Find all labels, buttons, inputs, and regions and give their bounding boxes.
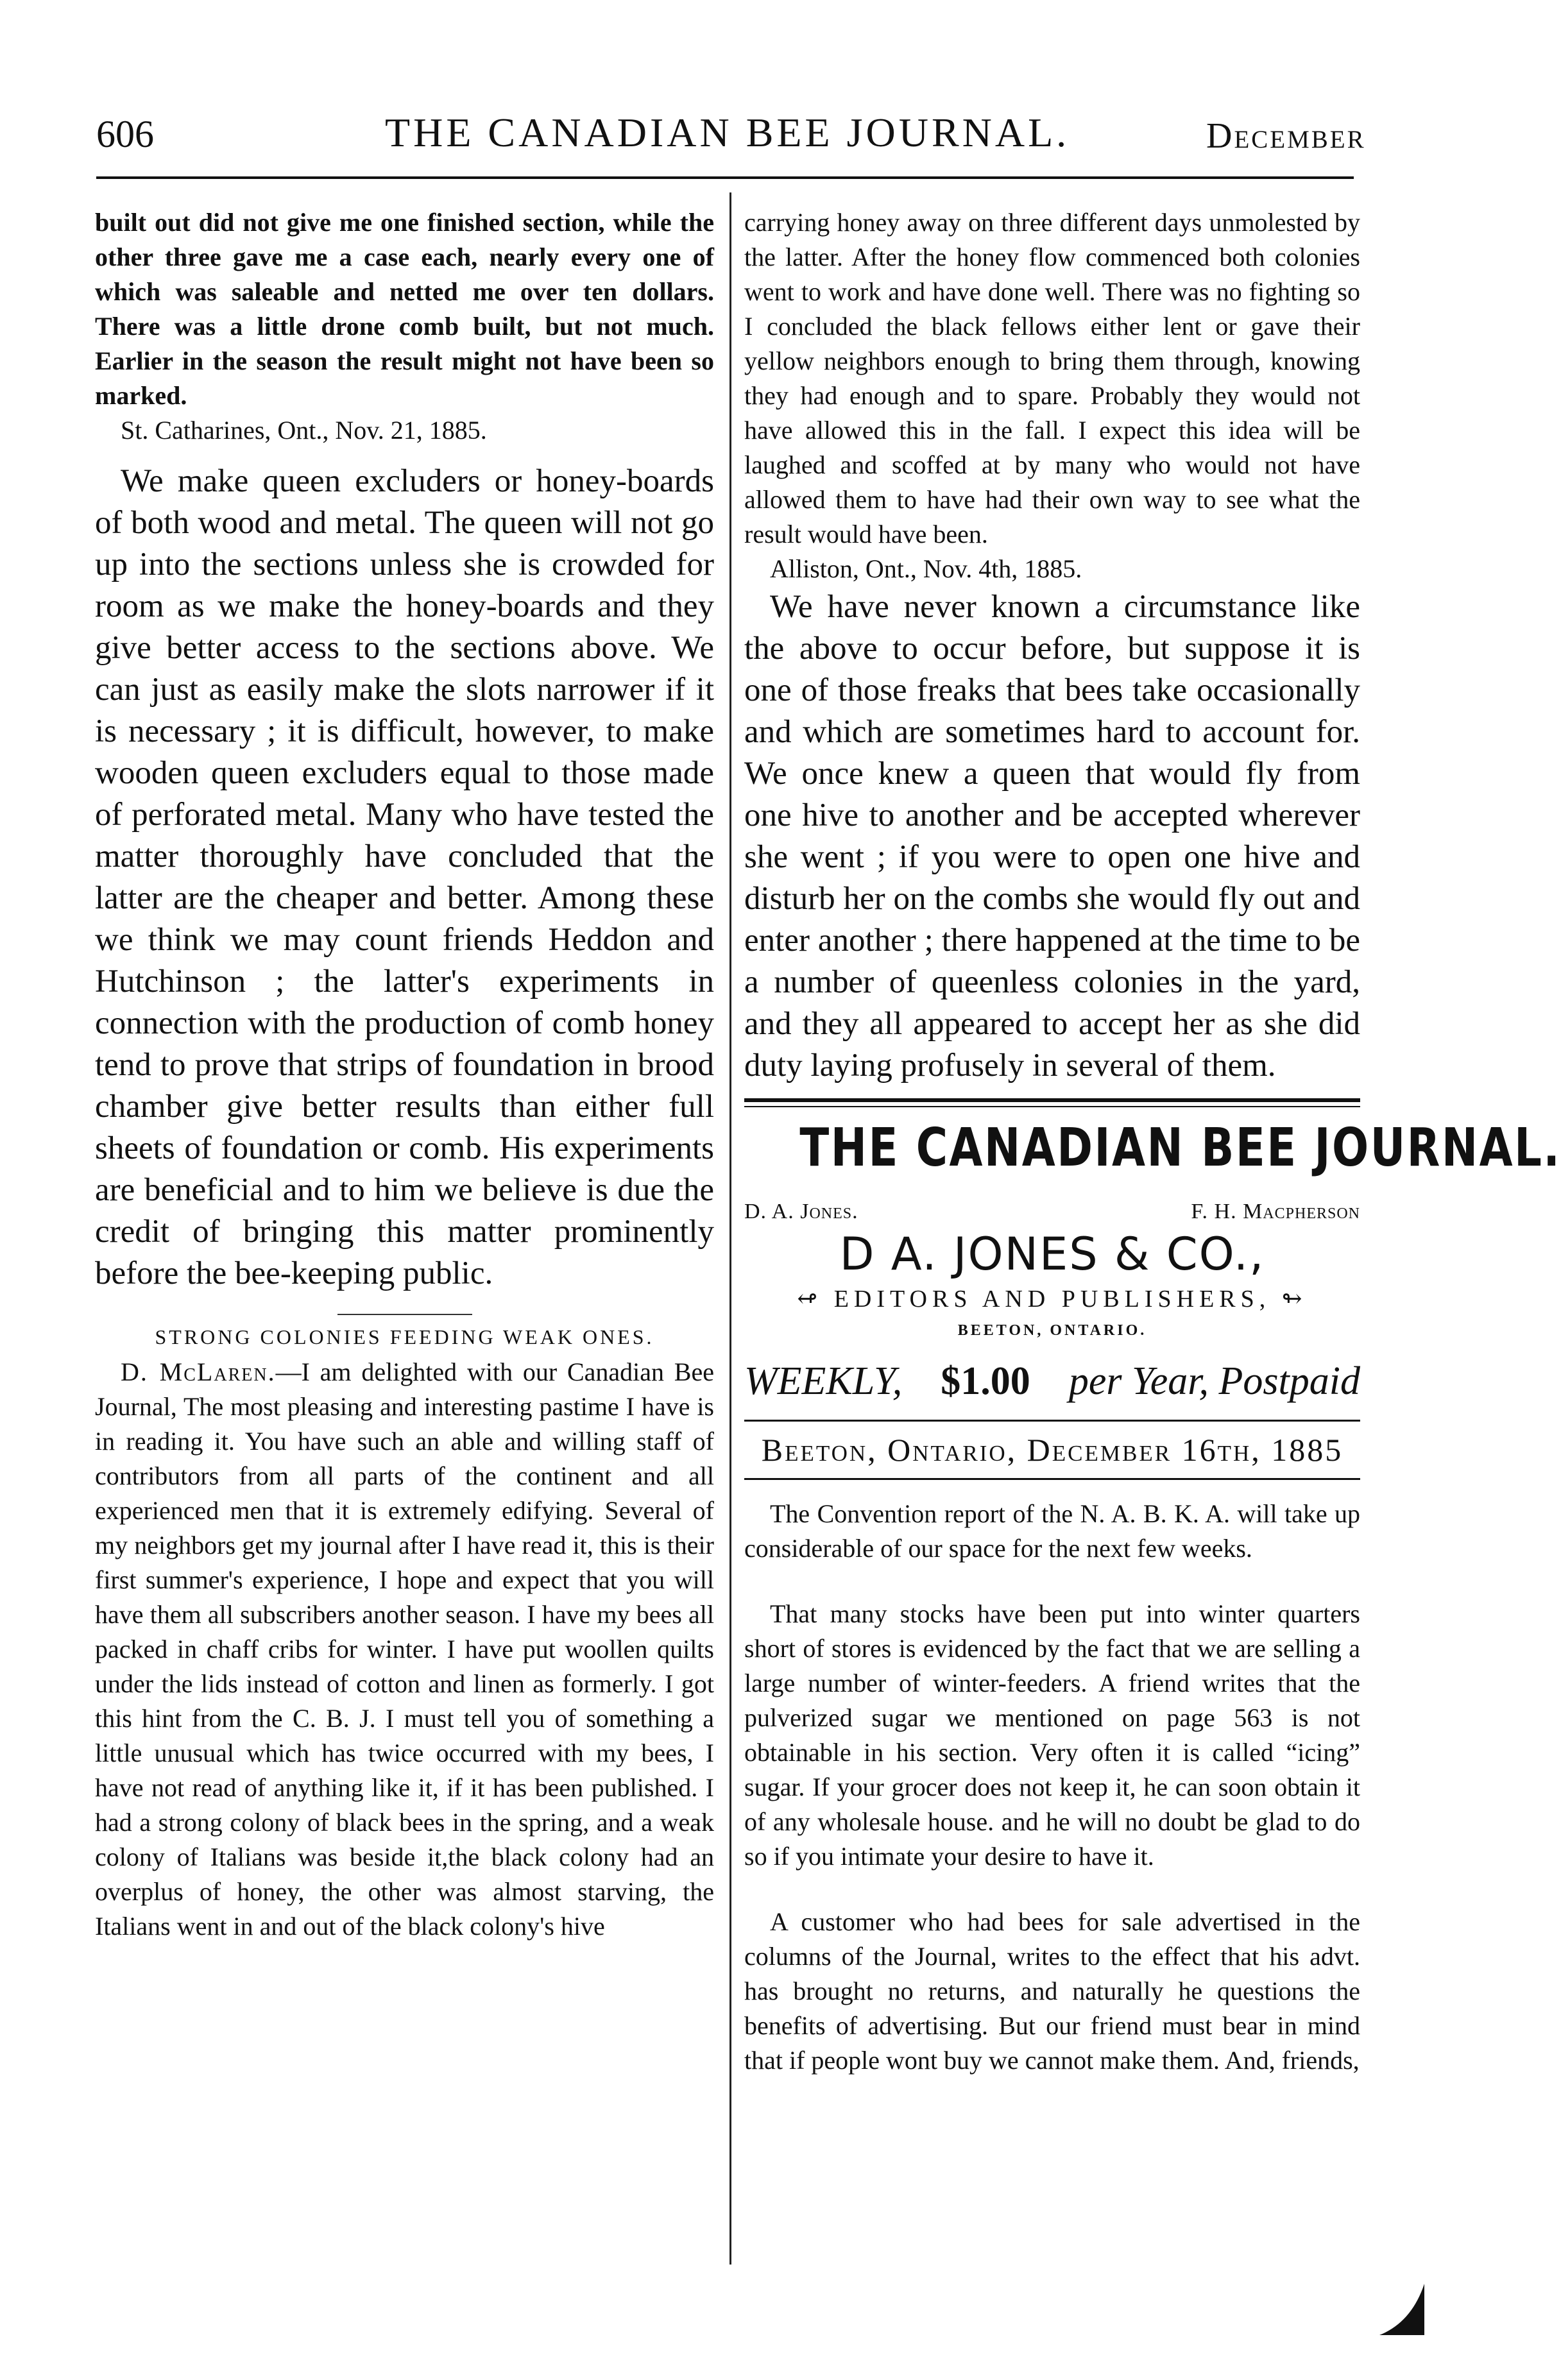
section-heading: STRONG COLONIES FEEDING WEAK ONES.	[155, 1325, 654, 1348]
note-winter-stores: That many stocks have been put into winter quarters short of stores is evidenced by the fact that we are selling a large number of winter-feeders. A friend writes that the pulverized sugar we mentioned on page 563 is not obtainable in his section. Very often it is called “icing” sugar. If your grocer does not keep it, he can soon obtain it of any wholesale house. and he will no doubt be glad to do so if you intimate your desire to have it.	[744, 1599, 1360, 1871]
note-convention: The Convention report of the N. A. B. K. A. will take up considerable of our space for the next few weeks.	[744, 1499, 1360, 1563]
page-curl-mark	[1379, 2284, 1424, 2335]
letter-continuation: carrying honey away on three different days unmolested by the latter. After the honey flow commenced both colonies went to work and have done well. There was no fighting so I concluded the black fellows either lent or gave their yellow neighbors enough to bring them through, knowing they had enough and to spare. Probably they would not have allowed this in the fall. I expect this idea will be laughed and scoffed at by many who would not have allowed them to have had their own way to see what the result would have been.	[744, 208, 1360, 548]
continued-paragraph: built out did not give me one finished section, while the other three gave me a case each, nearly every one of which was saleable and netted me over ten dollars. There was a little drone comb built, but not much. Earlier in the season the result might not have been so marked.	[95, 208, 714, 410]
editorial-comment: We have never known a circumstance like the above to occur before, but suppose it is one of those freaks that bees take occasionally and which are sometimes hard to account for. We once knew a queen that would fly from one hive to another and be accepted wherever she went ; if you were to open one hive and disturb her on the combs she would fly out and enter another ; there happened at the time to be a number of queenless colonies in the yard, and they all appeared to accept her as she did duty laying profusely in several of them.	[744, 589, 1360, 1084]
running-month: December	[1206, 116, 1366, 156]
masthead-date: Beeton, Ontario, December 16th, 1885	[761, 1432, 1343, 1468]
editorial-paragraph: We make queen excluders or honey-boards of both wood and metal. The queen will not go up into the sections unless she is crowded for room as we make the honey-boards and they give better access to the sections above. We can just as easily make the slots narrower if it is necessary ; it is difficult, however, to make wooden queen excluders equal to those made of perforated metal. Many who have tested the matter thoroughly have concluded that the latter are the cheaper and better. Among these we think we may count friends Heddon and Hutchinson ; the latter's experiments in connection with the production of comb honey tend to prove that strips of foundation in brood chamber give better results than either full sheets of foundation or comb. His experiments are beneficial and to him we believe is due the credit of bringing this matter prominently before the bee-keeping public.	[95, 463, 714, 1291]
date-rule-bottom	[744, 1478, 1360, 1480]
letter-paragraph	[95, 1355, 714, 1944]
column-divider	[729, 192, 731, 2265]
right-column	[744, 205, 1561, 2078]
letter-signature: Alliston, Ont., Nov. 4th, 1885.	[770, 554, 1082, 583]
masthead-place: BEETON, ONTARIO.	[957, 1322, 1147, 1339]
section-rule	[337, 1314, 472, 1315]
left-column	[95, 205, 714, 1944]
letter-body: —I am delighted with our Canadian Bee Journal, The most pleasing and interesting pastime I have is in reading it. You have such an able and willing staff of contributors from all parts of the continent and all experienced men that it is extremely edifying. Several of my neighbors get my journal after I have read it, this is their first summer's experience, I hope and expect that you will have them all subscribers another season. I have my bees all packed in chaff cribs for winter. I have put woollen quilts under the lids instead of cotton and linen as formerly. I got this hint from the C. B. J. I must tell you of something a little unusual which has twice occurred with my bees, I have not read of anything like it, if it has been published. I had a strong colony of black bees in the spring, and a weak colony of Italians was beside it,the black colony had an overplus of honey, the other was almost starving, the Italians went in and out of the black colony's hive	[95, 1357, 714, 1941]
continued-signature: St. Catharines, Ont., Nov. 21, 1885.	[121, 416, 487, 445]
running-title: THE CANADIAN BEE JOURNAL.	[385, 110, 1070, 155]
flourish-right-icon: ↬	[1281, 1286, 1308, 1313]
masthead-rule-top	[744, 1098, 1360, 1102]
masthead-subscription	[744, 1359, 1360, 1404]
price-terms: per Year, Postpaid	[1068, 1359, 1360, 1403]
weekly-label: WEEKLY,	[744, 1359, 903, 1403]
letter-author: D. McLaren.	[121, 1357, 276, 1386]
editors-label: EDITORS AND PUBLISHERS,	[833, 1286, 1271, 1313]
page-number: 606	[96, 113, 154, 155]
masthead	[744, 1098, 1561, 1480]
price: $1.00	[941, 1359, 1030, 1403]
masthead-editors	[744, 1284, 1360, 1313]
masthead-title: THE CANADIAN BEE JOURNAL.	[799, 1118, 1561, 1178]
masthead-rule-thin	[744, 1106, 1360, 1107]
date-rule-top	[744, 1420, 1360, 1422]
note-advertising: A customer who had bees for sale advertised in the columns of the Journal, writes to the effect that his advt. has brought no returns, and naturally he questions the benefits of advertising. But our friend must bear in mind that if people wont buy we cannot make them. And, friends,	[744, 1907, 1360, 2075]
editor-name-right: F. H. Macpherson	[1191, 1200, 1360, 1223]
masthead-company: D A. JONES & CO.,	[839, 1228, 1265, 1280]
masthead-names	[744, 1200, 1360, 1224]
editor-name-left: D. A. Jones.	[744, 1200, 858, 1223]
header-rule	[96, 176, 1354, 179]
flourish-left-icon: ↫	[797, 1286, 823, 1313]
